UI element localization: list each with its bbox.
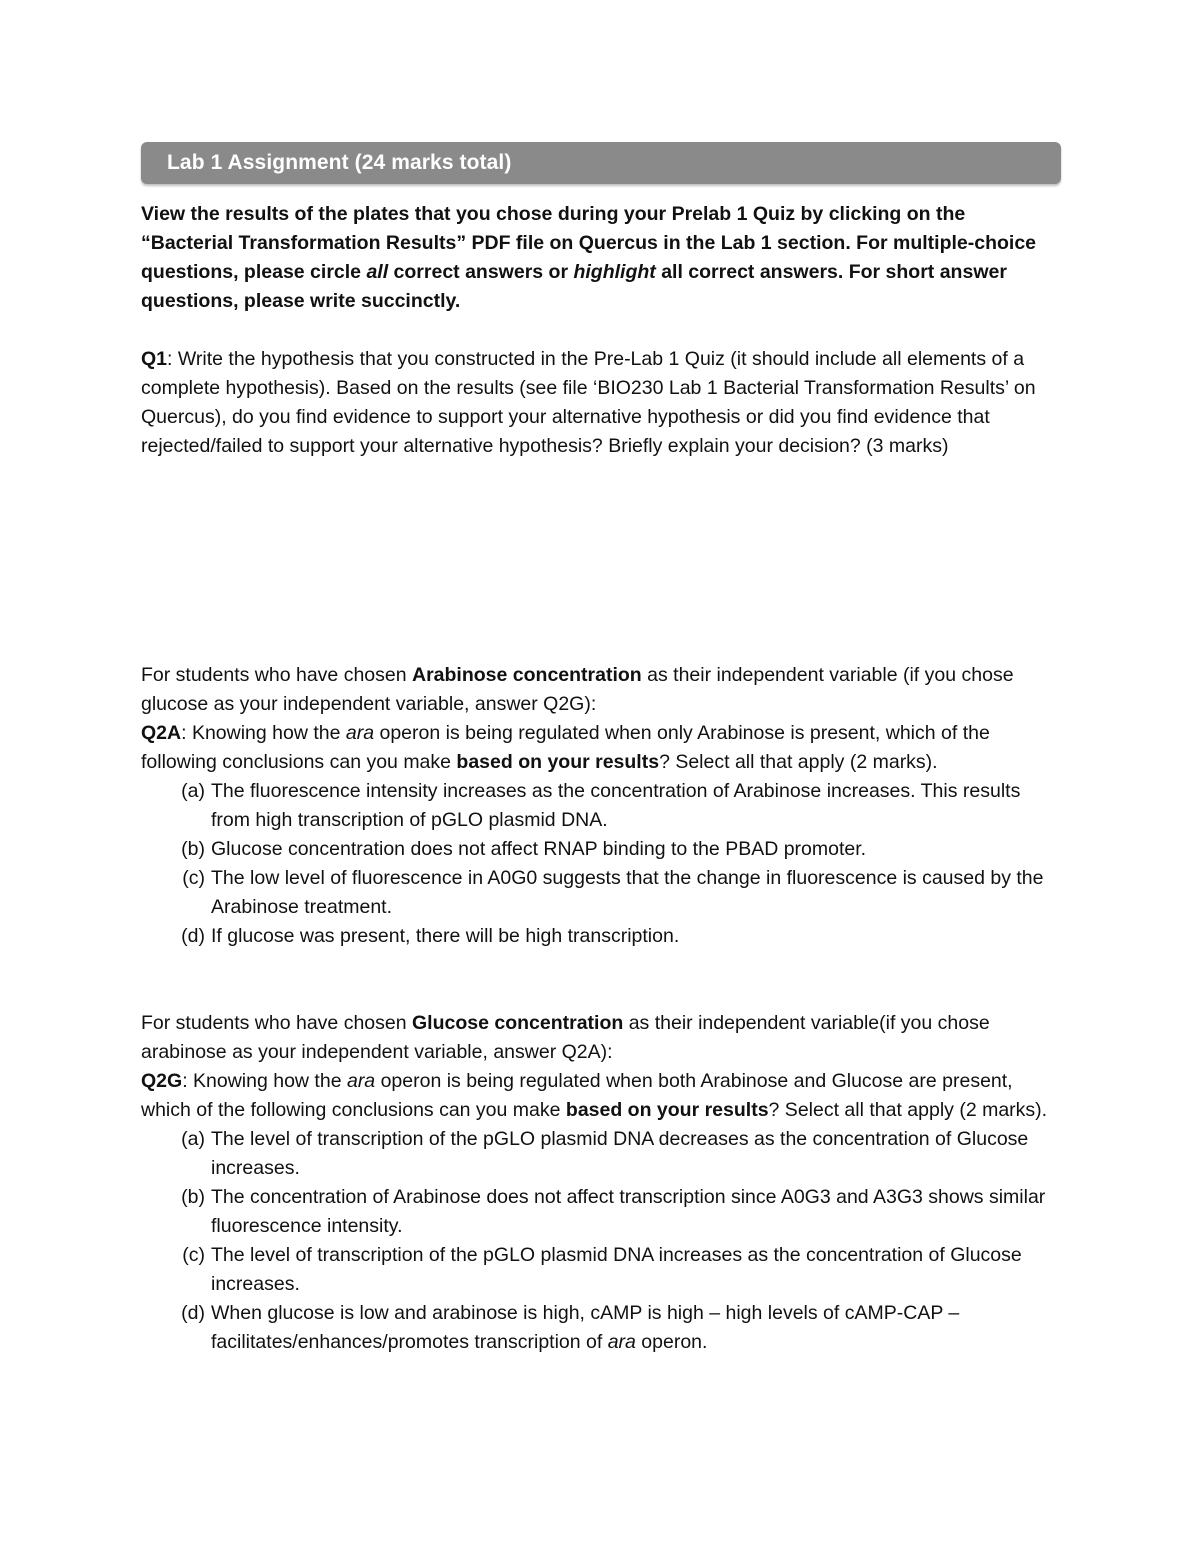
question-2a-label: Q2A — [141, 722, 182, 744]
instructions-emphasis-highlight: highlight — [573, 261, 656, 283]
option-c[interactable] — [141, 864, 1061, 922]
instructions-text: all correct answers. For short answer questions, please write succinctly. — [141, 261, 1007, 312]
option-letter: (a) — [181, 1128, 205, 1150]
option-letter: (c) — [182, 867, 205, 889]
option-c[interactable] — [141, 1241, 1061, 1299]
question-2g-label: Q2G — [141, 1070, 183, 1092]
option-d[interactable] — [141, 1299, 1061, 1357]
option-text: The fluorescence intensity increases as the concentration of Arabinose increases. This results from high transcription of pGLO plasmid DNA. — [211, 780, 1021, 831]
option-letter: (a) — [181, 780, 205, 802]
assignment-title: Lab 1 Assignment (24 marks total) — [167, 151, 512, 174]
prompt-text: ? Select all that apply (2 marks). — [659, 751, 938, 773]
option-letter: (b) — [181, 838, 205, 860]
prompt-bold-text: based on your results — [456, 751, 660, 773]
prompt-text: operon is being regulated when both Arabinose and Glucose are present, which of the following conclusions can you make — [141, 1070, 1013, 1121]
option-letter: (d) — [181, 1302, 205, 1324]
option-text: The low level of fluorescence in A0G0 suggests that the change in fluorescence is caused by the Arabinose treatment. — [211, 867, 1044, 918]
option-text: The concentration of Arabinose does not affect transcription since A0G3 and A3G3 shows similar fluorescence intensity. — [211, 1186, 1046, 1237]
question-2g-lead — [141, 1009, 1061, 1067]
instructions-text: View the results of the plates that you chose during your Prelab 1 Quiz by clicking on the “Bacterial Transformation Results” PDF file on Quercus in the Lab 1 section. For multiple-choice questions, please circle — [141, 203, 1037, 283]
question-2a-section — [141, 661, 1061, 951]
section-banner — [141, 142, 1061, 184]
instructions-emphasis-all: all — [366, 261, 389, 283]
lead-text: as their independent variable(if you chose arabinose as your independent variable, answer Q2A): — [141, 1012, 990, 1063]
option-text: Glucose concentration does not affect RNAP binding to the PBAD promoter. — [211, 838, 867, 860]
lead-bold-text: Arabinose concentration — [412, 664, 642, 686]
question-2g-prompt — [141, 1067, 1061, 1125]
lead-text: For students who have chosen — [141, 664, 412, 686]
option-a[interactable] — [141, 1125, 1061, 1183]
option-text: The level of transcription of the pGLO plasmid DNA increases as the concentration of Glucose increases. — [211, 1244, 1022, 1295]
option-text — [211, 1299, 1061, 1357]
lead-text: as their independent variable (if you chose glucose as your independent variable, answer Q2G): — [141, 664, 1014, 715]
question-2a-options — [141, 777, 1061, 951]
question-2g-section — [141, 1009, 1061, 1357]
prompt-text: : Knowing how the — [181, 722, 346, 744]
prompt-text: ? Select all that apply (2 marks). — [768, 1099, 1048, 1121]
question-1-label: Q1 — [141, 348, 168, 370]
prompt-italic-text: ara — [345, 722, 375, 744]
option-italic-text: ara — [607, 1331, 636, 1353]
lead-text: For students who have chosen — [141, 1012, 412, 1034]
prompt-text: : Knowing how the — [182, 1070, 347, 1092]
document-page — [141, 142, 1061, 1357]
prompt-text: operon is being regulated when only Arabinose is present, which of the following conclusions can you make — [141, 722, 990, 773]
option-text-part: When glucose is low and arabinose is high, cAMP is high – high levels of cAMP-CAP – facilitates/enhances/promotes transcription of — [211, 1302, 960, 1353]
option-text: The level of transcription of the pGLO plasmid DNA decreases as the concentration of Glucose increases. — [211, 1128, 1029, 1179]
question-1 — [141, 345, 1056, 461]
instructions-paragraph — [141, 200, 1041, 316]
option-letter: (b) — [181, 1186, 205, 1208]
option-letter: (d) — [181, 925, 205, 947]
question-1-text: : Write the hypothesis that you constructed in the Pre-Lab 1 Quiz (it should include all elements of a complete hypothesis). Based on the results (see file ‘BIO230 Lab 1 Bacterial Transformation Results’ on Quercus), do you find evidence to support your alternative hypothesis or did you find evidence that rejected/failed to support your alternative hypothesis? Briefly explain your decision? (3 marks) — [141, 348, 1036, 457]
prompt-italic-text: ara — [346, 1070, 376, 1092]
instructions-text: correct answers or — [388, 261, 574, 283]
option-a[interactable] — [141, 777, 1061, 835]
option-b[interactable] — [141, 835, 1061, 864]
option-text: If glucose was present, there will be high transcription. — [211, 925, 680, 947]
prompt-bold-text: based on your results — [565, 1099, 769, 1121]
option-d[interactable] — [141, 922, 1061, 951]
question-2a-prompt — [141, 719, 1061, 777]
option-text-part: operon. — [635, 1331, 708, 1353]
question-2g-options — [141, 1125, 1061, 1357]
option-letter: (c) — [182, 1244, 205, 1266]
question-2a-lead — [141, 661, 1061, 719]
lead-bold-text: Glucose concentration — [412, 1012, 624, 1034]
option-b[interactable] — [141, 1183, 1061, 1241]
